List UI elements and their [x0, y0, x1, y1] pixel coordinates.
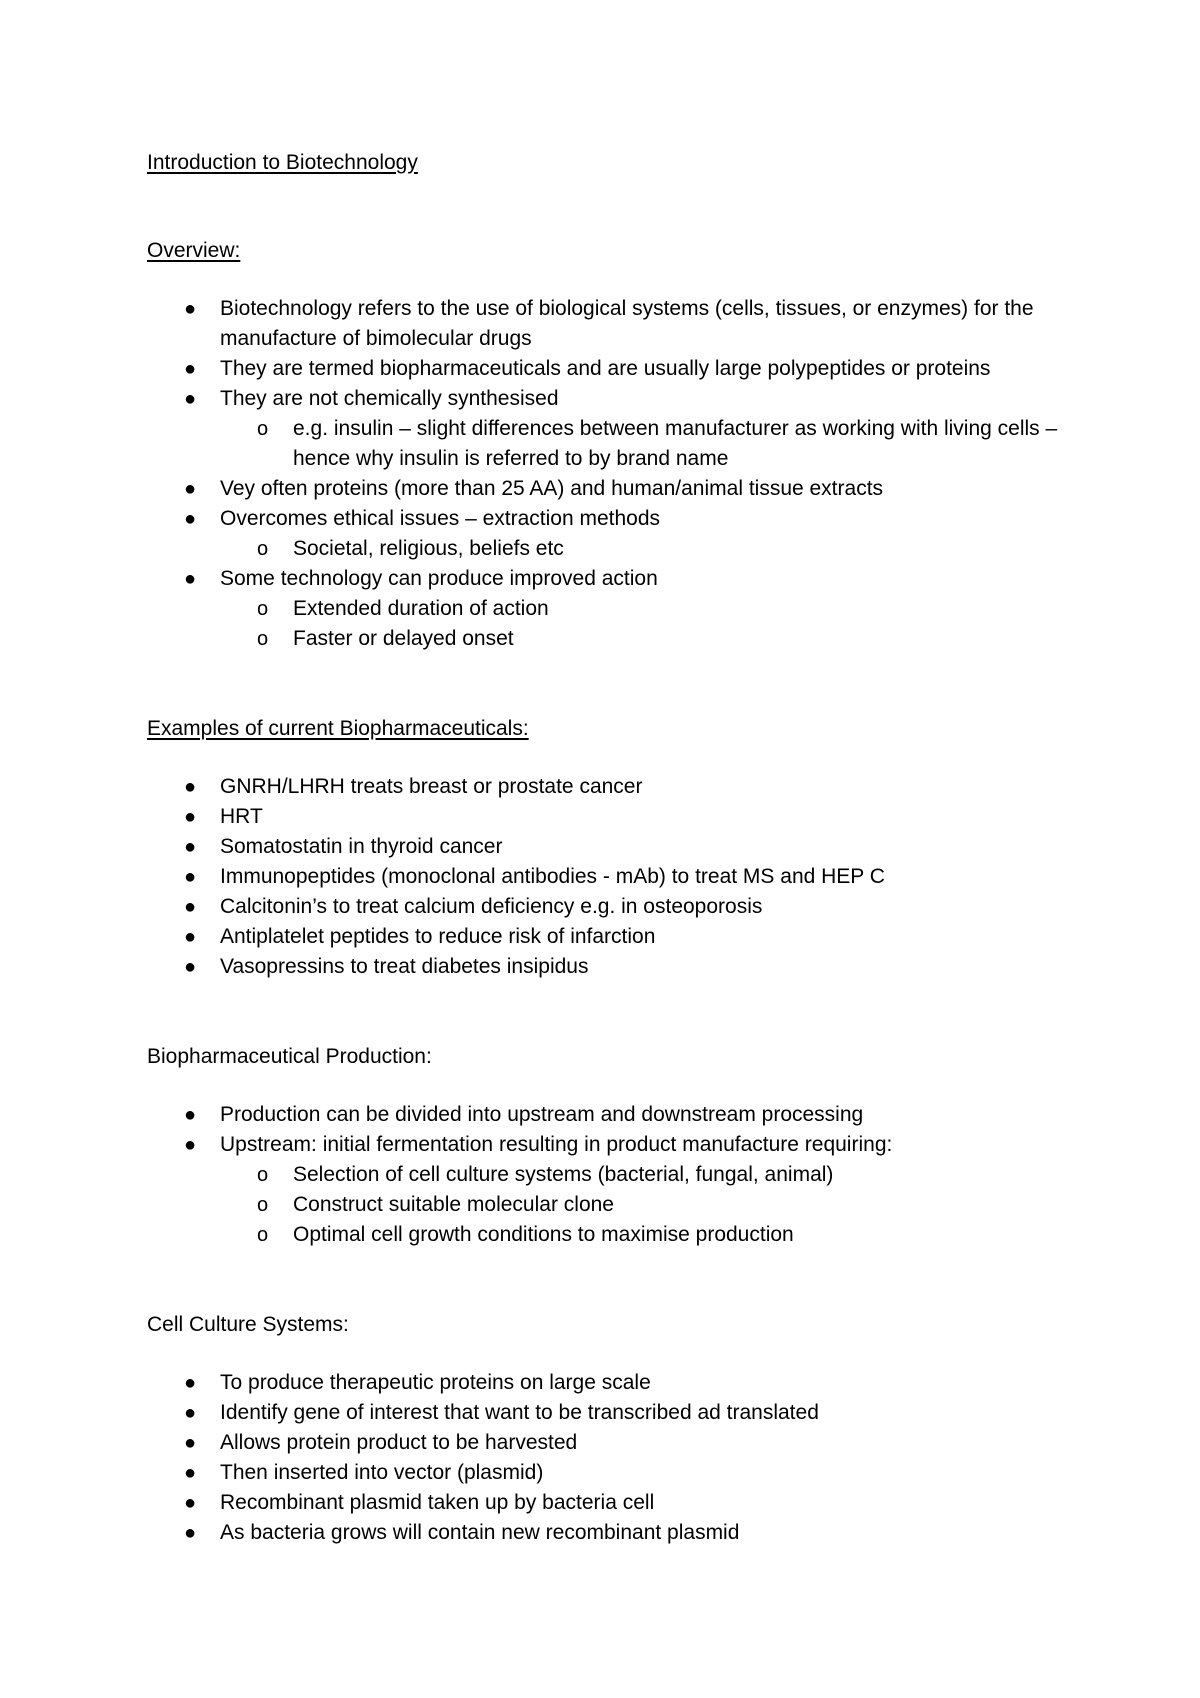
- section-heading: Examples of current Biopharmaceuticals:: [147, 717, 529, 740]
- section-heading: Overview:: [147, 239, 241, 262]
- circle-bullet-icon: o: [257, 418, 269, 440]
- list-item: [147, 1368, 1077, 1398]
- section-heading: Biopharmaceutical Production:: [147, 1045, 432, 1068]
- bullet-icon: ●: [184, 1372, 197, 1394]
- list-item-text: Recombinant plasmid taken up by bacteria cell: [220, 1491, 655, 1514]
- bullet-icon: ●: [184, 388, 197, 410]
- document-body: [147, 148, 1077, 1548]
- sub-list: [220, 594, 1077, 654]
- list-item-text: Calcitonin’s to treat calcium deficiency e.g. in osteoporosis: [220, 895, 763, 918]
- bullet-icon: ●: [184, 866, 197, 888]
- list-item: [147, 384, 1077, 474]
- sub-list-item: [220, 1160, 1077, 1190]
- sub-list-item: [220, 624, 1077, 654]
- list-item: [147, 802, 1077, 832]
- sub-list-item-text: Faster or delayed onset: [293, 627, 514, 650]
- list-item: [147, 474, 1077, 504]
- list-item-text: They are not chemically synthesised: [220, 387, 559, 410]
- list-item: [147, 1518, 1077, 1548]
- bullet-icon: ●: [184, 1432, 197, 1454]
- spacer: [147, 1072, 1077, 1100]
- circle-bullet-icon: o: [257, 538, 269, 560]
- list-item-text: Then inserted into vector (plasmid): [220, 1461, 544, 1484]
- sub-list-item: [220, 1190, 1077, 1220]
- list-item: [147, 922, 1077, 952]
- list-item: [147, 504, 1077, 564]
- sub-list-item-text: Extended duration of action: [293, 597, 549, 620]
- list-item-text: Allows protein product to be harvested: [220, 1431, 578, 1454]
- spacer: [147, 744, 1077, 772]
- circle-bullet-icon: o: [257, 1224, 269, 1246]
- bullet-list: [147, 772, 1077, 982]
- list-item: [147, 862, 1077, 892]
- list-item: [147, 1130, 1077, 1250]
- sections-container: [147, 236, 1077, 1548]
- bullet-icon: ●: [184, 1462, 197, 1484]
- list-item-text: GNRH/LHRH treats breast or prostate cancer: [220, 775, 643, 798]
- list-item: [147, 1488, 1077, 1518]
- bullet-icon: ●: [184, 806, 197, 828]
- spacer: [147, 1250, 1077, 1310]
- section-1: [147, 714, 1077, 1042]
- bullet-list: [147, 294, 1077, 654]
- bullet-icon: ●: [184, 568, 197, 590]
- list-item: [147, 1100, 1077, 1130]
- sub-list: [220, 414, 1077, 474]
- list-item-text: As bacteria grows will contain new recombinant plasmid: [220, 1521, 740, 1544]
- circle-bullet-icon: o: [257, 628, 269, 650]
- bullet-icon: ●: [184, 836, 197, 858]
- circle-bullet-icon: o: [257, 1164, 269, 1186]
- sub-list: [220, 1160, 1077, 1250]
- bullet-icon: ●: [184, 1492, 197, 1514]
- section-3: [147, 1310, 1077, 1548]
- list-item-text: Overcomes ethical issues – extraction methods: [220, 507, 661, 530]
- list-item-text: Somatostatin in thyroid cancer: [220, 835, 503, 858]
- list-item: [147, 1458, 1077, 1488]
- sub-list-item: [220, 594, 1077, 624]
- sub-list: [220, 534, 1077, 564]
- document-title: Introduction to Biotechnology: [147, 151, 418, 174]
- sub-list-item-text: e.g. insulin – slight differences between manufacturer as working with living cells – hence why insulin is referred to by brand name: [293, 417, 1058, 470]
- list-item: [147, 354, 1077, 384]
- bullet-list: [147, 1368, 1077, 1548]
- list-item: [147, 294, 1077, 354]
- circle-bullet-icon: o: [257, 598, 269, 620]
- sub-list-item-text: Optimal cell growth conditions to maximise production: [293, 1223, 794, 1246]
- bullet-icon: ●: [184, 508, 197, 530]
- spacer: [147, 982, 1077, 1042]
- sub-list-item-text: Selection of cell culture systems (bacterial, fungal, animal): [293, 1163, 834, 1186]
- list-item: [147, 832, 1077, 862]
- sub-list-item-text: Societal, religious, beliefs etc: [293, 537, 564, 560]
- bullet-icon: ●: [184, 1134, 197, 1156]
- bullet-icon: ●: [184, 1104, 197, 1126]
- bullet-icon: ●: [184, 896, 197, 918]
- section-2: [147, 1042, 1077, 1310]
- bullet-icon: ●: [184, 358, 197, 380]
- list-item-text: They are termed biopharmaceuticals and are usually large polypeptides or proteins: [220, 357, 991, 380]
- spacer: [147, 654, 1077, 714]
- list-item-text: Vey often proteins (more than 25 AA) and human/animal tissue extracts: [220, 477, 884, 500]
- list-item-text: To produce therapeutic proteins on large scale: [220, 1371, 651, 1394]
- list-item-text: HRT: [220, 805, 263, 828]
- bullet-icon: ●: [184, 1522, 197, 1544]
- list-item: [147, 564, 1077, 654]
- list-item: [147, 952, 1077, 982]
- list-item-text: Identify gene of interest that want to be transcribed ad translated: [220, 1401, 819, 1424]
- bullet-icon: ●: [184, 926, 197, 948]
- bullet-icon: ●: [184, 298, 197, 320]
- list-item-text: Antiplatelet peptides to reduce risk of infarction: [220, 925, 656, 948]
- list-item: [147, 1398, 1077, 1428]
- sub-list-item: [220, 534, 1077, 564]
- section-heading: Cell Culture Systems:: [147, 1313, 349, 1336]
- list-item: [147, 772, 1077, 802]
- list-item-text: Vasopressins to treat diabetes insipidus: [220, 955, 589, 978]
- bullet-icon: ●: [184, 1402, 197, 1424]
- list-item: [147, 892, 1077, 922]
- list-item-text: Biotechnology refers to the use of biological systems (cells, tissues, or enzymes) for the manufacture of bimolecular drugs: [220, 297, 1034, 350]
- sub-list-item-text: Construct suitable molecular clone: [293, 1193, 614, 1216]
- spacer: [147, 266, 1077, 294]
- list-item-text: Immunopeptides (monoclonal antibodies - mAb) to treat MS and HEP C: [220, 865, 885, 888]
- list-item-text: Production can be divided into upstream and downstream processing: [220, 1103, 864, 1126]
- sub-list-item: [220, 414, 1077, 474]
- bullet-icon: ●: [184, 478, 197, 500]
- bullet-list: [147, 1100, 1077, 1250]
- bullet-icon: ●: [184, 776, 197, 798]
- spacer: [147, 178, 1077, 236]
- spacer: [147, 1340, 1077, 1368]
- list-item-text: Upstream: initial fermentation resulting in product manufacture requiring:: [220, 1133, 893, 1156]
- bullet-icon: ●: [184, 956, 197, 978]
- section-0: [147, 236, 1077, 714]
- sub-list-item: [220, 1220, 1077, 1250]
- list-item: [147, 1428, 1077, 1458]
- list-item-text: Some technology can produce improved action: [220, 567, 658, 590]
- circle-bullet-icon: o: [257, 1194, 269, 1216]
